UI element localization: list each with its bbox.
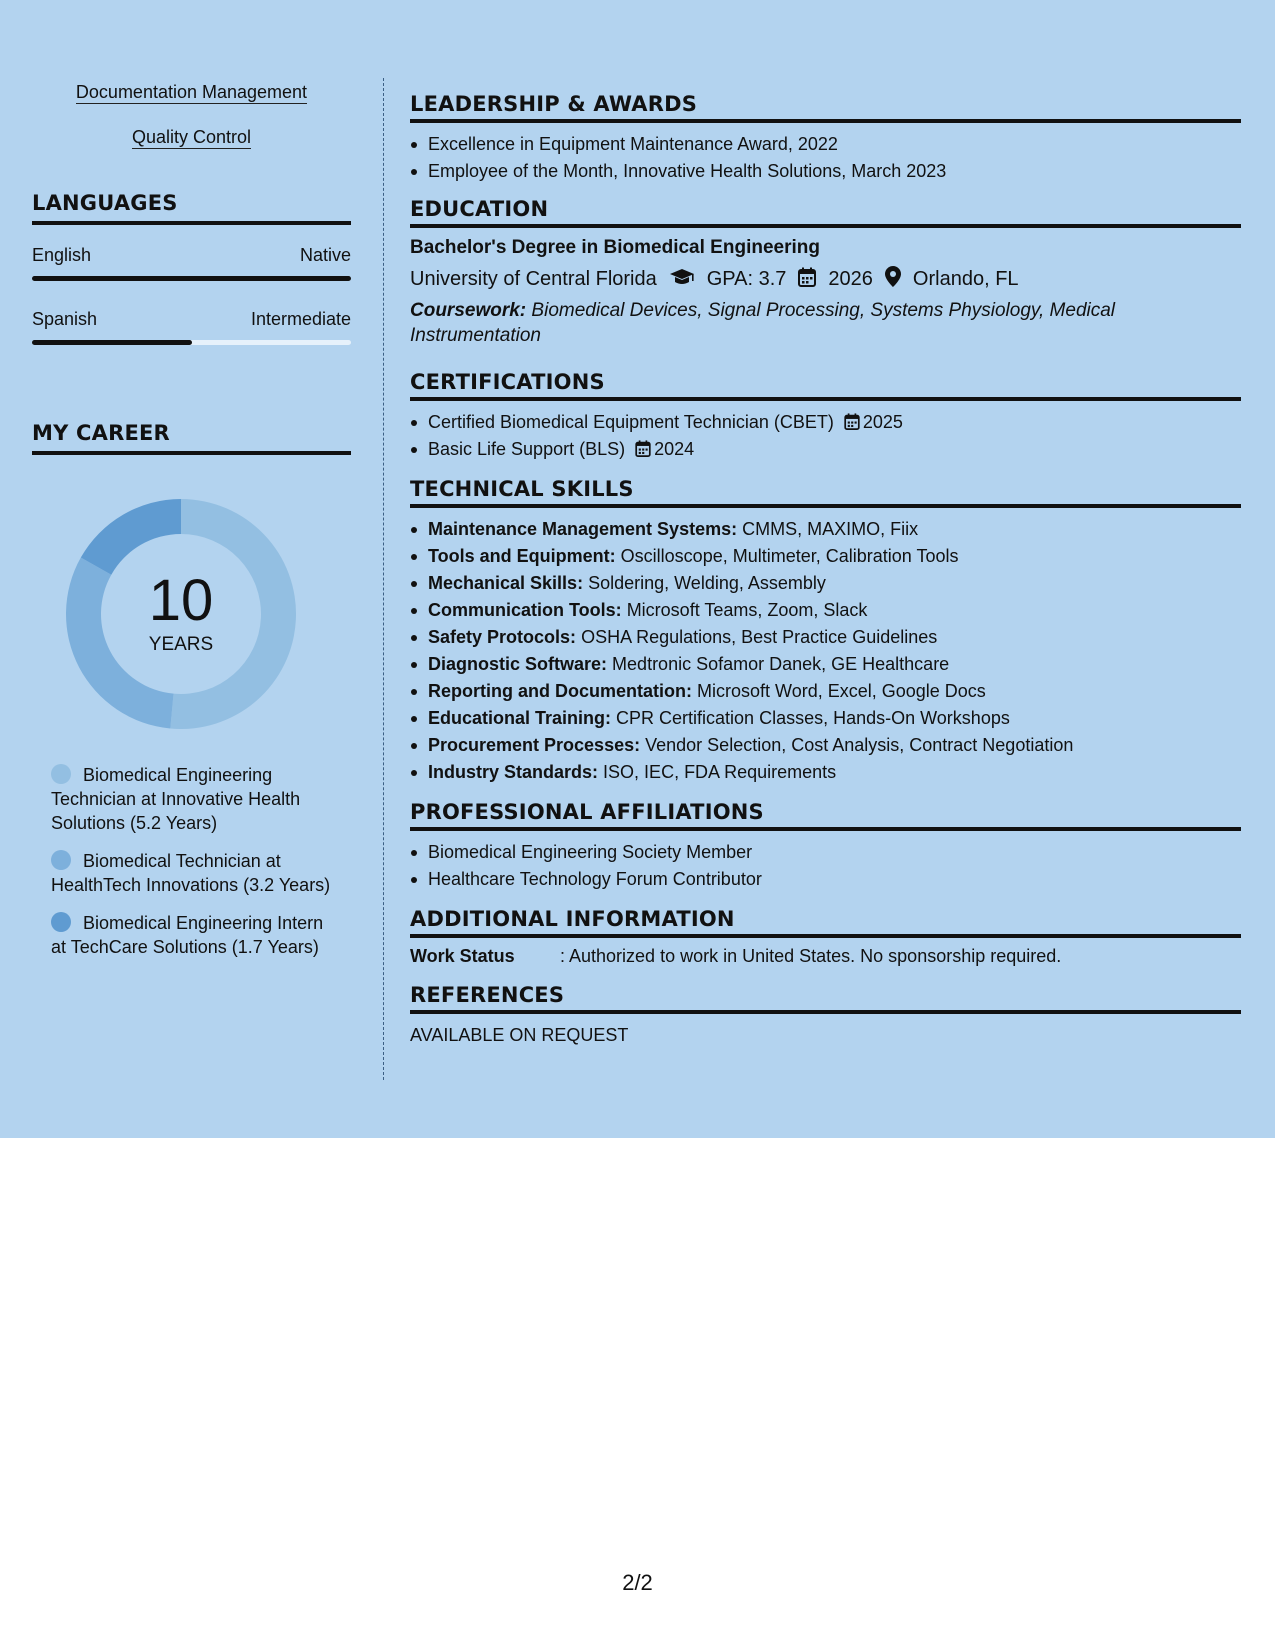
skill-item bbox=[410, 759, 1241, 786]
career-legend-item bbox=[51, 911, 331, 959]
education-location: Orlando, FL bbox=[912, 268, 1019, 290]
section-heading: CERTIFICATIONS bbox=[410, 370, 1241, 401]
certification-name: Certified Biomedical Equipment Technician (CBET) bbox=[428, 412, 834, 432]
career-item-label: Biomedical Engineering Technician at Innovative Health Solutions (5.2 Years) bbox=[51, 765, 301, 833]
work-status-key: Work Status bbox=[410, 946, 515, 966]
skill-value: Soldering, Welding, Assembly bbox=[588, 573, 826, 593]
list-item: Employee of the Month, Innovative Health Solutions, March 2023 bbox=[410, 158, 1241, 185]
technical-skills-section bbox=[410, 477, 1241, 786]
page-number: 2/2 bbox=[622, 1570, 653, 1595]
certification-year: 2025 bbox=[862, 412, 903, 432]
skill-value: Microsoft Word, Excel, Google Docs bbox=[697, 681, 986, 701]
career-total-years: 10 bbox=[148, 568, 214, 633]
leadership-list bbox=[410, 131, 1241, 185]
additional-info-section bbox=[410, 907, 1241, 967]
skill-item bbox=[410, 705, 1241, 732]
skill-item bbox=[410, 543, 1241, 570]
language-level: Native bbox=[299, 245, 351, 265]
skill-item bbox=[410, 678, 1241, 705]
skill-item bbox=[410, 597, 1241, 624]
skill-item bbox=[410, 516, 1241, 543]
career-item-label: Biomedical Technician at HealthTech Innovations (3.2 Years) bbox=[51, 851, 331, 895]
skill-label: Diagnostic Software: bbox=[428, 654, 608, 674]
list-item: Healthcare Technology Forum Contributor bbox=[410, 866, 1241, 893]
affiliations-list bbox=[410, 839, 1241, 893]
language-bar-fill bbox=[32, 276, 351, 281]
section-heading: PROFESSIONAL AFFILIATIONS bbox=[410, 800, 1241, 831]
certification-year: 2024 bbox=[654, 439, 695, 459]
certifications-list bbox=[410, 409, 1241, 463]
skill-label: Maintenance Management Systems: bbox=[428, 519, 738, 539]
language-level: Intermediate bbox=[250, 309, 351, 329]
skill-label: Safety Protocols: bbox=[428, 627, 577, 647]
section-heading: EDUCATION bbox=[410, 197, 1241, 228]
career-legend bbox=[32, 763, 351, 959]
skill-label: Reporting and Documentation: bbox=[428, 681, 692, 701]
technical-skills-list bbox=[410, 516, 1241, 786]
section-heading: ADDITIONAL INFORMATION bbox=[410, 907, 1241, 938]
graduation-year: 2026 bbox=[828, 268, 873, 290]
skill-label: Procurement Processes: bbox=[428, 735, 641, 755]
certification-item bbox=[410, 409, 1241, 436]
skill-label: Tools and Equipment: bbox=[428, 546, 616, 566]
degree-title: Bachelor's Degree in Biomedical Engineering bbox=[410, 237, 820, 258]
certification-name: Basic Life Support (BLS) bbox=[428, 439, 626, 459]
school-name: University of Central Florida bbox=[410, 268, 657, 290]
skill-value: Medtronic Sofamor Danek, GE Healthcare bbox=[612, 654, 950, 674]
language-bar bbox=[32, 276, 351, 281]
language-item-english bbox=[32, 245, 351, 281]
section-heading: TECHNICAL SKILLS bbox=[410, 477, 1241, 508]
calendar-icon bbox=[798, 267, 816, 293]
right-column bbox=[410, 92, 1241, 1046]
career-item-label: Biomedical Engineering Intern at TechCare Solutions (1.7 Years) bbox=[51, 913, 324, 957]
skill-item bbox=[410, 624, 1241, 651]
career-donut-chart bbox=[66, 499, 296, 729]
skill-value: CMMS, MAXIMO, Fiix bbox=[742, 519, 919, 539]
legend-dot bbox=[51, 764, 71, 784]
languages-section bbox=[32, 191, 351, 345]
career-legend-item bbox=[51, 849, 331, 897]
certifications-section bbox=[410, 370, 1241, 463]
legend-dot bbox=[51, 912, 71, 932]
work-status-row bbox=[410, 946, 1241, 967]
list-item: Excellence in Equipment Maintenance Award, 2022 bbox=[410, 131, 1241, 158]
skill-value: Oscilloscope, Multimeter, Calibration Tools bbox=[620, 546, 959, 566]
language-name: English bbox=[32, 245, 92, 265]
skill-value: CPR Certification Classes, Hands-On Workshops bbox=[616, 708, 1010, 728]
calendar-icon bbox=[844, 413, 860, 430]
location-pin-icon bbox=[885, 266, 901, 293]
language-name: Spanish bbox=[32, 309, 98, 329]
skill-value: OSHA Regulations, Best Practice Guidelines bbox=[581, 627, 938, 647]
skill-link-documentation[interactable]: Documentation Management bbox=[75, 82, 308, 102]
list-item: Biomedical Engineering Society Member bbox=[410, 839, 1241, 866]
skill-label: Educational Training: bbox=[428, 708, 612, 728]
skill-link-quality[interactable]: Quality Control bbox=[131, 127, 252, 147]
education-section bbox=[410, 197, 1241, 348]
skill-item bbox=[410, 732, 1241, 759]
certification-item bbox=[410, 436, 1241, 463]
skill-label: Communication Tools: bbox=[428, 600, 622, 620]
section-heading: LEADERSHIP & AWARDS bbox=[410, 92, 1241, 123]
skill-item bbox=[410, 651, 1241, 678]
career-total-unit: YEARS bbox=[148, 634, 214, 655]
coursework-value: Biomedical Devices, Signal Processing, Systems Physiology, Medical Instrumentation bbox=[410, 300, 1116, 346]
skill-value: Microsoft Teams, Zoom, Slack bbox=[626, 600, 868, 620]
language-bar bbox=[32, 340, 351, 345]
leadership-section bbox=[410, 92, 1241, 185]
language-bar-fill bbox=[32, 340, 192, 345]
column-divider bbox=[383, 78, 384, 1080]
languages-heading: LANGUAGES bbox=[32, 191, 351, 225]
work-status-value: : Authorized to work in United States. No sponsorship required. bbox=[560, 946, 1062, 966]
coursework-label: Coursework: bbox=[410, 300, 527, 321]
affiliations-section bbox=[410, 800, 1241, 893]
skill-label: Mechanical Skills: bbox=[428, 573, 584, 593]
left-column bbox=[32, 80, 351, 973]
language-item-spanish bbox=[32, 309, 351, 345]
skill-value: Vendor Selection, Cost Analysis, Contract Negotiation bbox=[645, 735, 1074, 755]
coursework bbox=[410, 298, 1241, 348]
gpa: GPA: 3.7 bbox=[706, 268, 787, 290]
section-heading: REFERENCES bbox=[410, 983, 1241, 1014]
career-legend-item bbox=[51, 763, 331, 835]
career-section bbox=[32, 421, 351, 959]
skill-item bbox=[410, 570, 1241, 597]
skill-value: ISO, IEC, FDA Requirements bbox=[603, 762, 837, 782]
career-heading: MY CAREER bbox=[32, 421, 351, 455]
calendar-icon bbox=[635, 440, 651, 457]
graduation-cap-icon bbox=[669, 268, 695, 292]
references-section bbox=[410, 983, 1241, 1046]
education-details bbox=[410, 266, 1241, 293]
legend-dot bbox=[51, 850, 71, 870]
skill-label: Industry Standards: bbox=[428, 762, 599, 782]
references-value: AVAILABLE ON REQUEST bbox=[410, 1025, 629, 1045]
